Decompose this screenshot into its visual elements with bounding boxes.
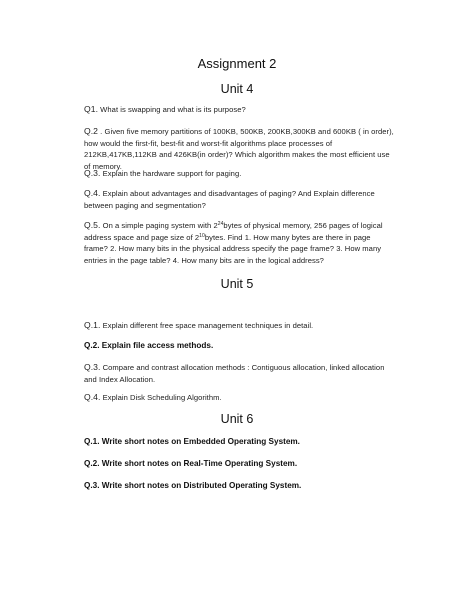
question-text: Explain the hardware support for paging. (100, 169, 242, 178)
question-text: Write short notes on Embedded Operating System. (99, 437, 300, 446)
unit-5-question-4 (84, 392, 396, 404)
unit-4-question-2 (84, 126, 396, 172)
exponent-physical-memory: 24 (217, 221, 224, 227)
unit-6-question-3 (84, 480, 396, 492)
document-title: Assignment 2 (197, 56, 277, 71)
question-text-part-c: bytes. Find 1. How many bytes are there in page frame? 2. How many bits in the physical address specify the page frame? 3. How many entries in the page table? 4. How many bits are in the logical address? (84, 232, 382, 265)
unit-5-heading: Unit 5 (220, 277, 254, 291)
unit-6-question-1 (84, 436, 396, 448)
question-number: Q.1. (84, 320, 101, 330)
question-text: Compare and contrast allocation methods : Contiguous allocation, linked allocation and Index Allocation. (84, 363, 385, 384)
question-number: Q.2. (84, 341, 100, 350)
question-text-part-b: bytes of physical memory, 256 pages of logical address space and page size of 2 (84, 221, 383, 242)
question-number: Q.3. (84, 362, 101, 372)
unit-5-question-1 (84, 320, 396, 332)
unit-4-question-3 (84, 168, 396, 180)
question-number: Q1. (84, 104, 99, 114)
unit-4-heading: Unit 4 (220, 82, 254, 96)
question-number: Q.5. (84, 220, 101, 230)
unit-4-question-4 (84, 188, 396, 211)
unit-4-question-5 (84, 220, 396, 266)
question-text: Write short notes on Real-Time Operating System. (99, 459, 298, 468)
question-number: Q.3. (84, 481, 100, 490)
exponent-page-size: 10 (199, 232, 205, 239)
question-text: Explain file access methods. (99, 341, 214, 350)
unit-5-question-2 (84, 340, 396, 352)
unit-4-question-1 (84, 104, 396, 116)
question-number: Q.4. (84, 392, 101, 402)
question-text: What is swapping and what is its purpose? (98, 105, 246, 114)
question-number: Q.2. (84, 459, 100, 468)
question-text: Explain Disk Scheduling Algorithm. (100, 393, 222, 402)
question-text: Explain different free space management techniques in detail. (100, 321, 314, 330)
question-text-part-a: On a simple paging system with 2 (100, 221, 218, 230)
question-number: Q.2 (84, 126, 99, 136)
question-number: Q.3. (84, 168, 101, 178)
question-number: Q.1. (84, 437, 100, 446)
unit-5-question-3 (84, 362, 396, 385)
question-number: Q.4. (84, 188, 101, 198)
question-text: Explain about advantages and disadvantages of paging? And Explain difference between paging and segmentation? (84, 189, 375, 210)
question-text: Write short notes on Distributed Operating System. (99, 481, 302, 490)
unit-6-question-2 (84, 458, 396, 470)
unit-6-heading: Unit 6 (220, 412, 254, 426)
question-text: . Given five memory partitions of 100KB, 500KB, 200KB,300KB and 600KB ( in order), how would the first-fit, best-fit and worst-fit algorithms place processes of 212KB,417KB,112KB and 426KB(in order)? Which algorithm makes the most efficient use of memory. (84, 127, 394, 171)
